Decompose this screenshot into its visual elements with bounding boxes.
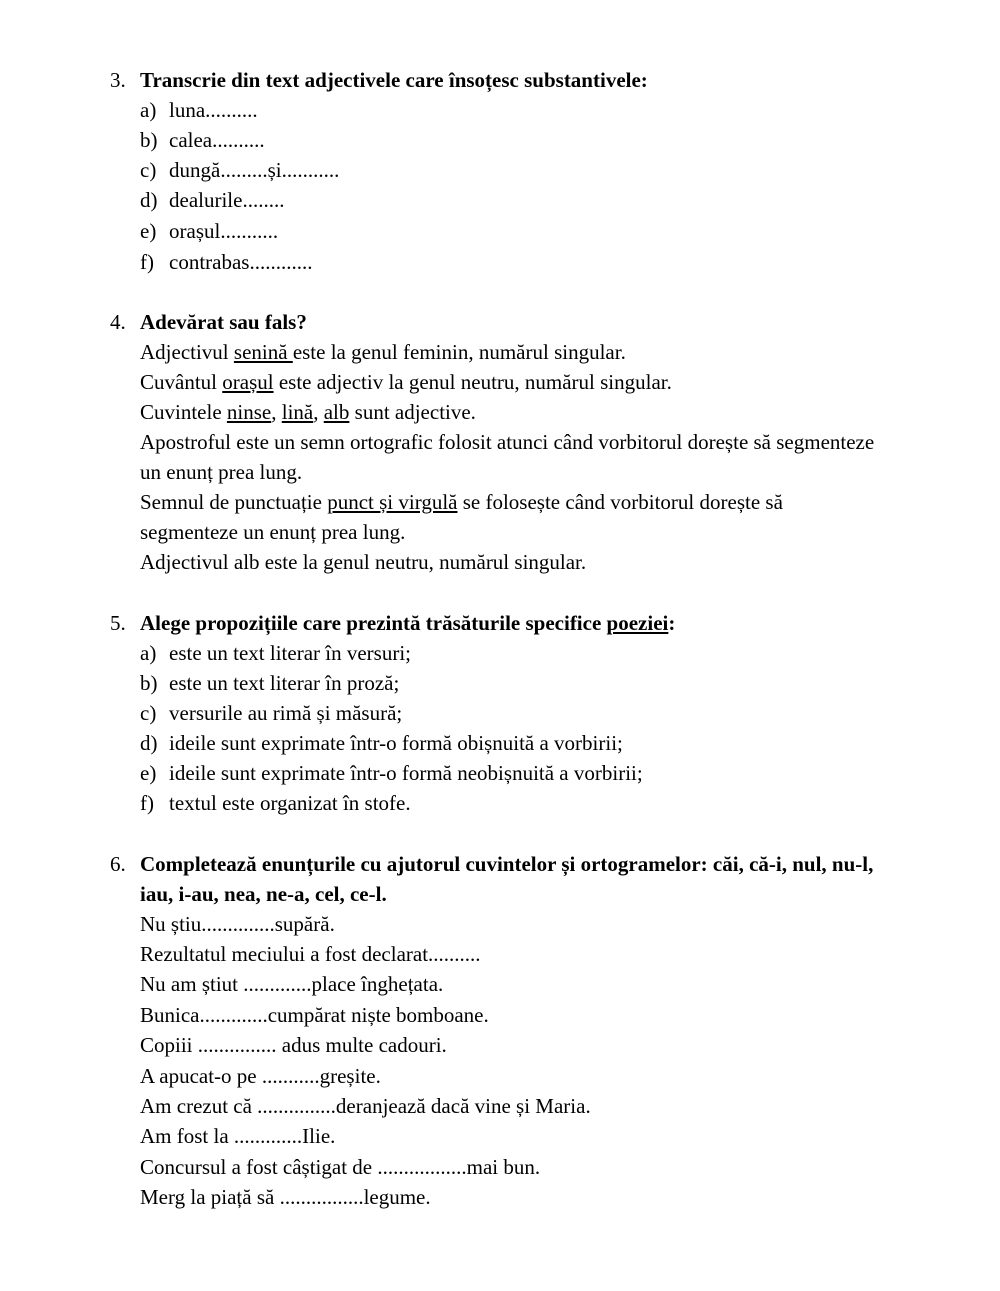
q6-sentence: A apucat-o pe ...........greșite. (140, 1064, 381, 1088)
q6-sentence: Concursul a fost câștigat de .................mai bun. (140, 1155, 541, 1179)
q3-item-a-label: a) (140, 98, 157, 122)
q3-title: Transcrie din text adjectivele care însoțesc substantivele: (140, 68, 648, 92)
q6-title-line-2: iau, i-au, nea, ne-a, cel, ce-l. (140, 882, 387, 906)
q6-title-line-1: Completează enunțurile cu ajutorul cuvintelor și ortogramelor: căi, că-i, nul, nu-l, (140, 852, 874, 876)
q5-item-d-text: ideile sunt exprimate într-o formă obișnuită a vorbirii; (169, 731, 623, 755)
q4-statement-1: Adjectivul senină este la genul feminin, numărul singular. (140, 340, 626, 364)
q5-item-a-label: a) (140, 641, 157, 665)
q6-sentence: Merg la piață să ................legume. (140, 1185, 431, 1209)
q5-item-c-label: c) (140, 701, 157, 725)
q4-title: Adevărat sau fals? (140, 310, 307, 334)
q6-sentence: Nu știu..............supără. (140, 912, 335, 936)
q4-statement-5-line-1: Semnul de punctuație punct și virgulă se folosește când vorbitorul dorește să (140, 490, 783, 514)
q3-item-e-text: orașul........... (169, 219, 279, 243)
q3-item-d-text: dealurile........ (169, 188, 285, 212)
q3-item-c-text: dungă.........și........... (169, 158, 340, 182)
q3-item-a-text: luna.......... (169, 98, 258, 122)
q6-sentence: Rezultatul meciului a fost declarat.......... (140, 942, 481, 966)
q3-number: 3. (110, 68, 126, 92)
q3-item-c-label: c) (140, 158, 157, 182)
q6-sentence: Nu am știut .............place înghețata. (140, 972, 444, 996)
q5-item-a-text: este un text literar în versuri; (169, 641, 412, 665)
underlined-word: lină (281, 400, 314, 424)
q6-number: 6. (110, 852, 126, 876)
q3-item-d-label: d) (140, 188, 158, 212)
q5-item-b-text: este un text literar în proză; (169, 671, 400, 695)
underlined-word: punct și virgulă (327, 490, 458, 514)
underlined-word: alb (323, 400, 350, 424)
q5-item-d-label: d) (140, 731, 158, 755)
q6-sentence: Am crezut că ...............deranjează dacă vine și Maria. (140, 1094, 591, 1118)
q6-sentence: Copiii ............... adus multe cadouri. (140, 1033, 447, 1057)
q4-statement-5-line-2: segmenteze un enunț prea lung. (140, 520, 406, 544)
q5-item-f-text: textul este organizat în stofe. (169, 791, 411, 815)
q4-statement-4-line-1: Apostroful este un semn ortografic folosit atunci când vorbitorul dorește să segmenteze (140, 430, 875, 454)
underlined-word: poeziei (606, 611, 669, 635)
q6-sentence: Bunica.............cumpărat niște bomboane. (140, 1003, 489, 1027)
underlined-word: senină (233, 340, 293, 364)
q5-item-c-text: versurile au rimă și măsură; (169, 701, 403, 725)
q3-item-f-text: contrabas............ (169, 250, 313, 274)
q5-title: Alege propozițiile care prezintă trăsăturile specifice poeziei: (140, 611, 676, 635)
q5-item-f-label: f) (140, 791, 154, 815)
q5-item-b-label: b) (140, 671, 158, 695)
q4-statement-2: Cuvântul orașul este adjectiv la genul neutru, numărul singular. (140, 370, 672, 394)
q4-statement-3: Cuvintele ninse, lină, alb sunt adjective. (140, 400, 476, 424)
q5-item-e-text: ideile sunt exprimate într-o formă neobișnuită a vorbirii; (169, 761, 643, 785)
underlined-word: orașul (222, 370, 274, 394)
q5-number: 5. (110, 611, 126, 635)
q3-item-b-text: calea.......... (169, 128, 265, 152)
q5-item-e-label: e) (140, 761, 157, 785)
underlined-word: ninse (226, 400, 272, 424)
q6-sentence: Am fost la .............Ilie. (140, 1124, 336, 1148)
q4-statement-6: Adjectivul alb este la genul neutru, numărul singular. (140, 550, 587, 574)
q4-statement-4-line-2: un enunț prea lung. (140, 460, 303, 484)
q3-item-b-label: b) (140, 128, 158, 152)
q3-item-e-label: e) (140, 219, 157, 243)
q3-item-f-label: f) (140, 250, 154, 274)
q4-number: 4. (110, 310, 126, 334)
